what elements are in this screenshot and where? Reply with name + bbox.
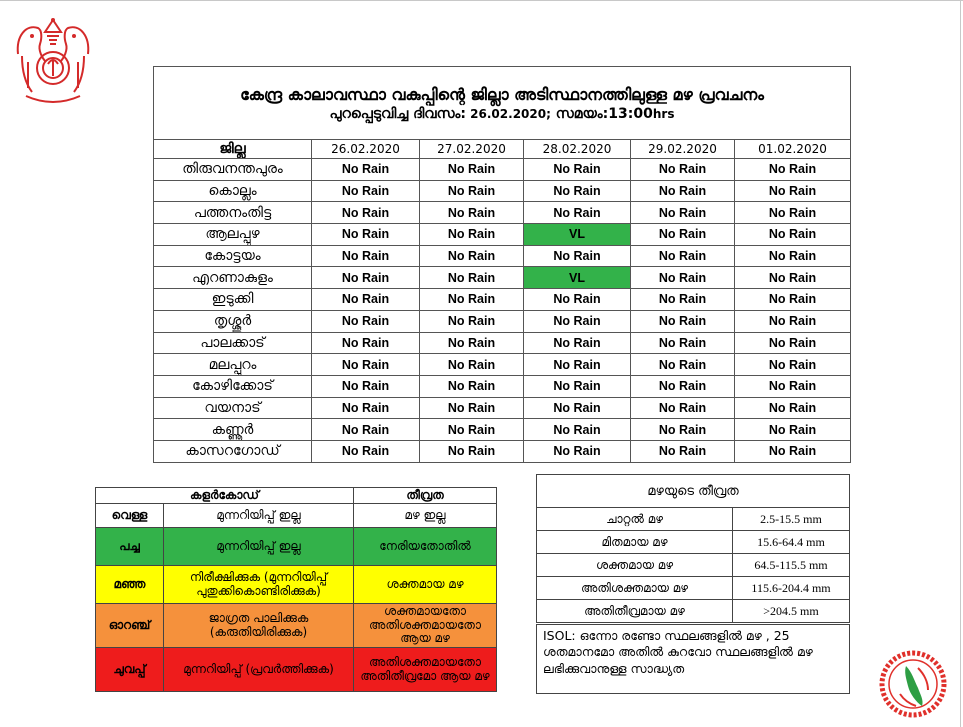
color-code-row: [96, 504, 497, 528]
forecast-row: [154, 397, 851, 419]
forecast-cell: No Rain: [420, 419, 524, 441]
forecast-row: [154, 375, 851, 397]
forecast-cell: No Rain: [420, 440, 524, 462]
district-name: പത്തനംതിട്ട: [154, 202, 312, 224]
forecast-cell: No Rain: [735, 354, 851, 376]
color-name: മഞ്ഞ: [96, 566, 164, 604]
forecast-cell: No Rain: [631, 310, 735, 332]
district-name: ആലപ്പുഴ: [154, 224, 312, 246]
issued-date: 26.02.2020;: [466, 107, 551, 122]
date-header-row: [154, 140, 851, 159]
color-code-row: [96, 648, 497, 692]
forecast-cell: No Rain: [524, 310, 631, 332]
forecast-cell: No Rain: [312, 440, 420, 462]
forecast-cell: No Rain: [524, 159, 631, 181]
forecast-row: [154, 267, 851, 289]
forecast-cell: No Rain: [735, 375, 851, 397]
color-name: ചുവപ്പ്: [96, 648, 164, 692]
rain-range: 2.5-15.5 mm: [733, 508, 850, 531]
forecast-row: [154, 202, 851, 224]
intensity-text: ശക്തമായതോ അതിശക്തമായതോ ആയ മഴ: [354, 604, 497, 648]
forecast-cell: No Rain: [631, 224, 735, 246]
forecast-row: [154, 332, 851, 354]
color-code-row: [96, 604, 497, 648]
forecast-cell: No Rain: [312, 224, 420, 246]
district-name: മലപ്പുറം: [154, 354, 312, 376]
forecast-cell: No Rain: [735, 159, 851, 181]
ksdma-logo-icon: [878, 648, 948, 720]
forecast-cell: No Rain: [735, 440, 851, 462]
forecast-cell: No Rain: [524, 375, 631, 397]
forecast-cell: No Rain: [420, 397, 524, 419]
forecast-cell: No Rain: [524, 202, 631, 224]
intensity-header: തീവ്രത: [354, 488, 497, 504]
forecast-row: [154, 224, 851, 246]
forecast-row: [154, 354, 851, 376]
district-name: വയനാട്: [154, 397, 312, 419]
forecast-cell: No Rain: [735, 245, 851, 267]
page-title: കേന്ദ്ര കാലാവസ്ഥാ വകുപ്പിന്റെ ജില്ലാ അടിസ്ഥാനത്തിലുള്ള മഴ പ്രവചനം: [240, 84, 764, 104]
forecast-cell: No Rain: [420, 375, 524, 397]
rain-category: ശക്തമായ മഴ: [537, 554, 733, 577]
forecast-row: [154, 159, 851, 181]
forecast-cell: No Rain: [524, 354, 631, 376]
forecast-cell: No Rain: [420, 354, 524, 376]
forecast-cell: No Rain: [735, 397, 851, 419]
forecast-cell: No Rain: [312, 332, 420, 354]
date-header: 28.02.2020: [524, 140, 631, 159]
forecast-cell: No Rain: [524, 332, 631, 354]
forecast-cell: No Rain: [735, 310, 851, 332]
color-code-header: കളർകോഡ്: [96, 488, 354, 504]
district-name: കാസറഗോഡ്: [154, 440, 312, 462]
rain-intensity-row: [537, 577, 850, 600]
forecast-cell: No Rain: [735, 332, 851, 354]
rain-intensity-title: മഴയുടെ തീവ്രത: [537, 475, 850, 508]
forecast-cell: No Rain: [631, 440, 735, 462]
frame-top-line: [0, 0, 963, 1]
intensity-text: നേരിയതോതിൽ: [354, 528, 497, 566]
forecast-cell: No Rain: [631, 267, 735, 289]
forecast-cell: No Rain: [524, 245, 631, 267]
forecast-cell: No Rain: [312, 267, 420, 289]
forecast-cell: No Rain: [631, 397, 735, 419]
rain-category: മിതമായ മഴ: [537, 531, 733, 554]
intensity-text: അതിശക്തമായതോ അതിതീവ്രമോ ആയ മഴ: [354, 648, 497, 692]
district-name: കൊല്ലം: [154, 180, 312, 202]
color-code-row: [96, 566, 497, 604]
forecast-cell: No Rain: [631, 375, 735, 397]
rain-range: 64.5-115.5 mm: [733, 554, 850, 577]
date-header: 29.02.2020: [631, 140, 735, 159]
forecast-cell: No Rain: [312, 289, 420, 311]
issued-line: [154, 105, 850, 123]
district-forecast-table: [153, 66, 851, 463]
forecast-cell: No Rain: [420, 224, 524, 246]
rain-intensity-row: [537, 600, 850, 623]
forecast-title-cell: [154, 67, 851, 140]
rain-range: 15.6-64.4 mm: [733, 531, 850, 554]
forecast-row: [154, 419, 851, 441]
time-unit: hrs: [652, 107, 675, 122]
district-name: കോട്ടയം: [154, 245, 312, 267]
rain-intensity-row: [537, 508, 850, 531]
forecast-cell: No Rain: [420, 289, 524, 311]
forecast-cell: No Rain: [420, 202, 524, 224]
forecast-cell: No Rain: [420, 310, 524, 332]
forecast-cell: No Rain: [312, 354, 420, 376]
forecast-cell: No Rain: [420, 332, 524, 354]
forecast-body: [154, 159, 851, 463]
time-value: 13:00: [608, 106, 653, 123]
forecast-row: [154, 440, 851, 462]
forecast-cell: No Rain: [735, 202, 851, 224]
forecast-cell: No Rain: [631, 159, 735, 181]
district-name: കണ്ണൂർ: [154, 419, 312, 441]
color-code-table: [95, 487, 497, 692]
rain-category: അതിശക്തമായ മഴ: [537, 577, 733, 600]
forecast-cell: No Rain: [312, 375, 420, 397]
district-name: ഇടുക്കി: [154, 289, 312, 311]
forecast-cell: No Rain: [312, 310, 420, 332]
forecast-cell: No Rain: [524, 440, 631, 462]
forecast-cell: No Rain: [312, 202, 420, 224]
forecast-cell: No Rain: [631, 289, 735, 311]
issued-label: പുറപ്പെടുവിച്ച ദിവസം:: [329, 106, 466, 123]
date-header: 27.02.2020: [420, 140, 524, 159]
forecast-row: [154, 289, 851, 311]
forecast-cell: No Rain: [420, 180, 524, 202]
forecast-cell: No Rain: [631, 202, 735, 224]
warning-text: നിരീക്ഷിക്കുക (മുന്നറിയിപ്പ് പുതുക്കികൊണ്ടിരിക്കുക): [164, 566, 354, 604]
color-name: ഓറഞ്ച്: [96, 604, 164, 648]
forecast-cell: No Rain: [631, 354, 735, 376]
intensity-text: ശക്തമായ മഴ: [354, 566, 497, 604]
forecast-cell: No Rain: [312, 159, 420, 181]
forecast-cell: No Rain: [631, 419, 735, 441]
warning-text: മുന്നറിയിപ്പ് (പ്രവർത്തിക്കുക): [164, 648, 354, 692]
district-name: എറണാകുളം: [154, 267, 312, 289]
forecast-row: [154, 180, 851, 202]
forecast-cell: No Rain: [735, 224, 851, 246]
forecast-cell: No Rain: [735, 419, 851, 441]
warning-text: ജാഗ്രത പാലിക്കുക (കരുതിയിരിക്കുക): [164, 604, 354, 648]
rain-range: 115.6-204.4 mm: [733, 577, 850, 600]
forecast-cell: No Rain: [312, 419, 420, 441]
time-label: സമയം:: [550, 106, 609, 123]
forecast-cell: No Rain: [631, 180, 735, 202]
forecast-cell: No Rain: [420, 159, 524, 181]
district-name: പാലക്കാട്: [154, 332, 312, 354]
rain-intensity-row: [537, 554, 850, 577]
kerala-emblem-icon: [12, 12, 94, 108]
forecast-cell: No Rain: [735, 267, 851, 289]
color-code-body: [96, 504, 497, 692]
frame-right-line: [960, 0, 961, 727]
rain-range: >204.5 mm: [733, 600, 850, 623]
forecast-cell: No Rain: [631, 245, 735, 267]
rain-category: ചാറ്റൽ മഴ: [537, 508, 733, 531]
district-name: തിരുവനന്തപുരം: [154, 159, 312, 181]
color-name: പച്ച: [96, 528, 164, 566]
district-column-header: ജില്ല: [154, 140, 312, 159]
rain-intensity-table: [536, 474, 850, 623]
date-header: 01.02.2020: [735, 140, 851, 159]
color-code-row: [96, 528, 497, 566]
forecast-cell: No Rain: [524, 180, 631, 202]
intensity-text: മഴ ഇല്ല: [354, 504, 497, 528]
forecast-cell: No Rain: [524, 419, 631, 441]
forecast-cell: No Rain: [631, 332, 735, 354]
forecast-cell: No Rain: [524, 397, 631, 419]
forecast-cell: No Rain: [524, 289, 631, 311]
isol-note: ISOL: ഒന്നോ രണ്ടോ സ്ഥലങ്ങളിൽ മഴ , 25 ശതമാനമോ അതിൽ കുറവോ സ്ഥലങ്ങളിൽ മഴ ലഭിക്കുവാനുള്ള സാദ്ധ്യത: [536, 624, 850, 694]
forecast-row: [154, 310, 851, 332]
forecast-row: [154, 245, 851, 267]
rain-category: അതിതീവ്രമായ മഴ: [537, 600, 733, 623]
color-name: വെള്ള: [96, 504, 164, 528]
date-header: 26.02.2020: [312, 140, 420, 159]
forecast-cell: No Rain: [735, 289, 851, 311]
forecast-cell: No Rain: [312, 180, 420, 202]
forecast-cell: VL: [524, 224, 631, 246]
rain-intensity-row: [537, 531, 850, 554]
warning-text: മുന്നറിയിപ്പ് ഇല്ല: [164, 528, 354, 566]
warning-text: മുന്നറിയിപ്പ് ഇല്ല: [164, 504, 354, 528]
forecast-cell: No Rain: [312, 397, 420, 419]
rain-intensity-body: [537, 508, 850, 623]
district-name: കോഴിക്കോട്: [154, 375, 312, 397]
district-name: തൃശ്ശൂർ: [154, 310, 312, 332]
forecast-cell: No Rain: [420, 267, 524, 289]
forecast-cell: VL: [524, 267, 631, 289]
forecast-cell: No Rain: [420, 245, 524, 267]
forecast-cell: No Rain: [312, 245, 420, 267]
forecast-cell: No Rain: [735, 180, 851, 202]
